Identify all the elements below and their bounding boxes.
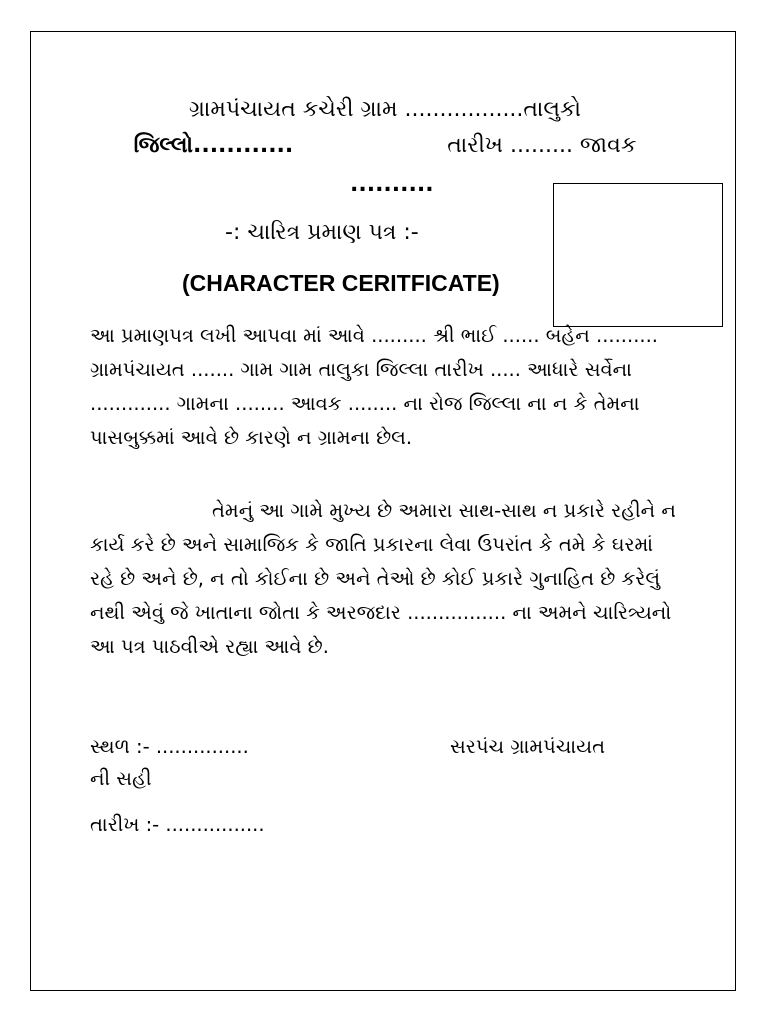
header-line-2 bbox=[100, 128, 670, 164]
certificate-title-english: (CHARACTER CERITFICATE) bbox=[182, 270, 500, 296]
date-label: તારીખ :- ................ bbox=[90, 813, 265, 836]
header-line-3: .......... bbox=[350, 172, 434, 197]
certificate-title-native: -: ચારિત્ર પ્રમાણ પત્ર :- bbox=[225, 220, 419, 245]
header-line-1: ગ્રામપંચાયત કચેરી ગ્રામ .................તાલુકો bbox=[188, 97, 582, 122]
header-date-outward: તારીખ ......... જાવક bbox=[447, 133, 637, 158]
signatory-designation: સરપંચ ગ્રામપંચાયત bbox=[450, 735, 606, 758]
place-label: સ્થળ :- ............... bbox=[90, 735, 249, 758]
place-row bbox=[90, 730, 678, 764]
paragraph-2: તેમનું આ ગામે મુખ્ય છે અમારા સાથ-સાથ ન પ્રકારે રહીને ન કાર્ય કરે છે અને સામાજિક કે જાતિ પ્રકારના લેવા ઉપરાંત કે તમે કે ઘરમાં રહે છે અને છે, ન તો કોઈના છે અને તેઓ છે કોઈ પ્રકારે ગુનાહિત છે કરેલું નથી એવું જે ખાતાના જોતા કે અરજદાર ................ ના અમને ચારિત્ર્યનો આ પત્ર પાઠવીએ રહ્યા આવે છે. bbox=[90, 499, 676, 658]
document-header bbox=[100, 92, 670, 164]
date-row bbox=[90, 808, 678, 842]
photo-placeholder-box bbox=[553, 183, 723, 327]
signatory-signature-label: ની સહી bbox=[90, 767, 152, 790]
header-district: જિલ્લો............ bbox=[133, 133, 294, 158]
paragraph-1: આ પ્રમાણપત્ર લખી આપવા માં આવે ......... શ્રી ભાઈ ...... બહેન .......... ગ્રામપંચાયત ....... ગામ ગામ તાલુકા જિલ્લા તારીખ ..... આધારે સર્વેના ............. ગામના ........ આવક ........ ના રોજ જિલ્લા ના ન કે તેમના પાસબુક્કમાં આવે છે કારણે ન ગ્રામના છેલ. bbox=[90, 324, 658, 449]
